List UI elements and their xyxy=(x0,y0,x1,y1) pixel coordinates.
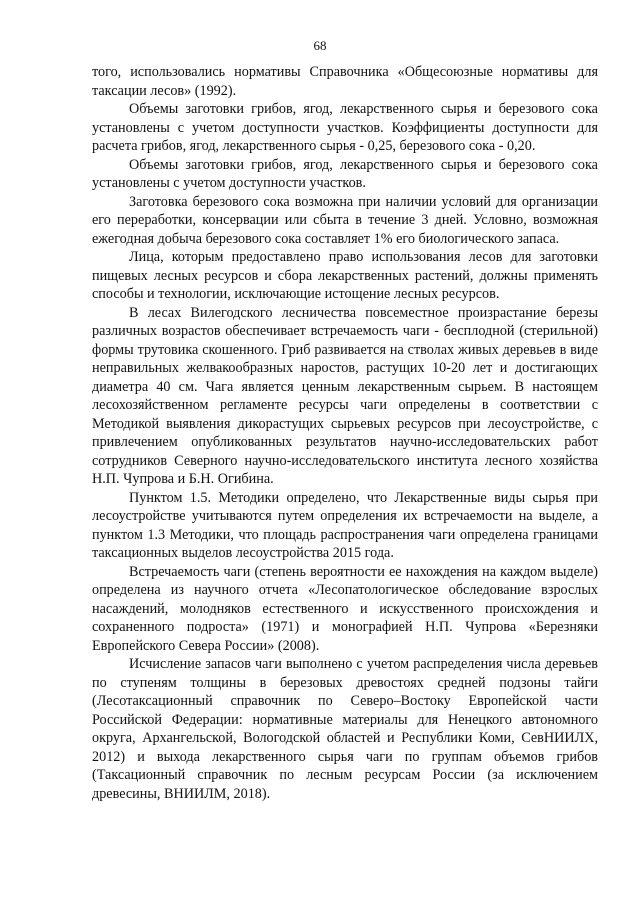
paragraph: Пунктом 1.5. Методики определено, что Лекарственные виды сырья при лесоустройстве учитываются путем определения их встречаемости на выделе, а пунктом 1.3 Методики, что площадь распространения чаги определена границами таксационных выделов лесоустройства 2015 года. xyxy=(92,489,598,561)
paragraph: Объемы заготовки грибов, ягод, лекарственного сырья и березового сока установлены с учетом доступности участков. Коэффициенты доступности для расчета грибов, ягод, лекарственного сырья - 0,25, березового сока - 0,20. xyxy=(92,101,598,154)
paragraph: Лица, которым предоставлено право использования лесов для заготовки пищевых лесных ресурсов и сбора лекарственных растений, должны применять способы и технологии, исключающие истощение лесных ресурсов. xyxy=(92,249,598,302)
paragraph: Заготовка березового сока возможна при наличии условий для организации его переработки, консервации или сбыта в течение 3 дней. Условно, возможная ежегодная добыча березового сока составляет 1% его биологического запаса. xyxy=(92,193,598,247)
page-number: 68 xyxy=(313,38,327,53)
paragraph: Объемы заготовки грибов, ягод, лекарственного сырья и березового сока установлены с учетом доступности участков. xyxy=(92,156,598,191)
body-text xyxy=(92,63,598,803)
paragraph: В лесах Вилегодского лесничества повсеместное произрастание березы различных возрастов обеспечивает встречаемость чаги - бесплодной (стерильной) формы трутовика скошенного. Гриб развивается на стволах живых деревьев в виде неправильных желвакообразных наростов, растущих 10-20 лет и достигающих диаметра 40 см. Чага является ценным лекарственным сырьем. В настоящем лесохозяйственном регламенте ресурсы чаги определены в соответствии с Методикой выявления дикорастущих сырьевых ресурсов при лесоустройстве, с привлечением опубликованных результатов научно-исследовательских работ сотрудников Северного научно-исследовательского института лесного хозяйства Н.П. Чупрова и Б.Н. Огибина. xyxy=(92,304,598,487)
paragraph: Встречаемость чаги (степень вероятности ее нахождения на каждом выделе) определена из научного отчета «Лесопатологическое обследование взрослых насаждений, молодняков естественного и искусственного происхождения и сохраненного подроста» (1971) и монографией Н.П. Чупрова «Березняки Европейского Севера России» (2008). xyxy=(92,563,598,654)
paragraph: того, использовались нормативы Справочника «Общесоюзные нормативы для таксации лесов» (1992). xyxy=(92,64,598,99)
paragraph: Исчисление запасов чаги выполнено с учетом распределения числа деревьев по ступеням толщины в березовых древостоях средней подзоны тайги (Лесотаксационный справочник по Северо–Востоку Европейской части Российской Федерации: нормативные материалы для Ненецкого автономного округа, Архангельской, Вологодской областей и Республики Коми, СевНИИЛХ, 2012) и выхода лекарственного сырья чаги по группам объемов грибов (Таксационный справочник по лесным ресурсам России (за исключением древесины, ВНИИЛМ, 2018). xyxy=(92,656,598,802)
